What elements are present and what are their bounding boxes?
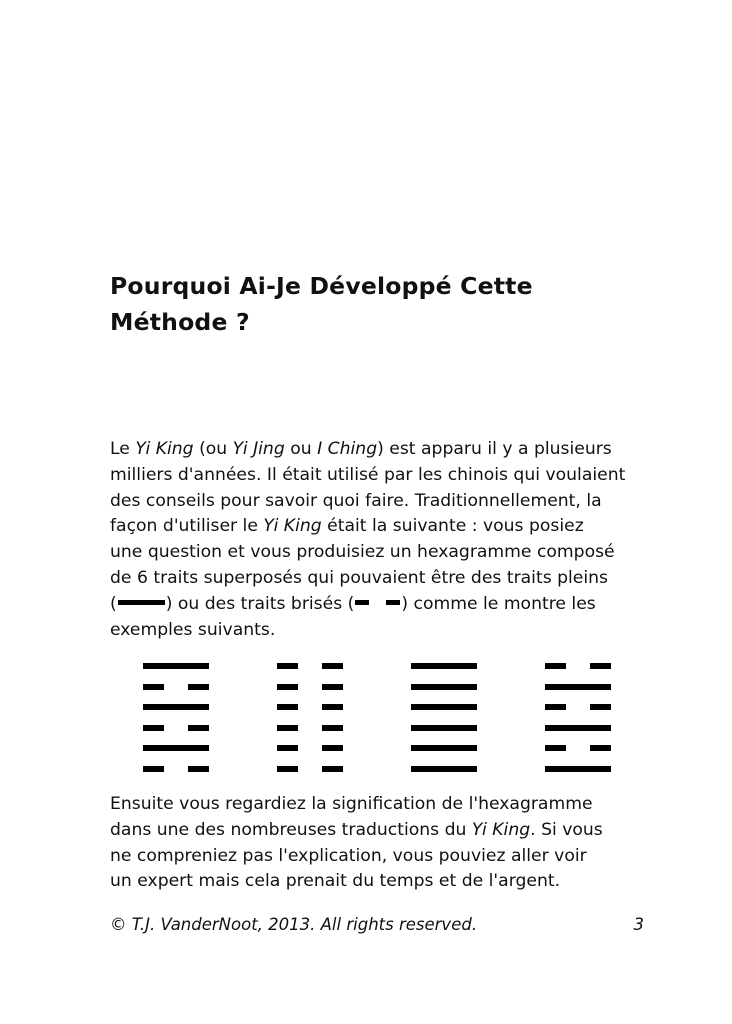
solid-line (411, 704, 477, 710)
text-line (110, 437, 650, 463)
line-segment (322, 766, 343, 772)
broken-line (545, 663, 611, 669)
solid-line (411, 745, 477, 751)
solid-line (143, 663, 209, 669)
line-segment (545, 766, 611, 772)
italic-term: Yi King (135, 439, 194, 459)
text-line: un expert mais cela prenait du temps et de l'argent. (110, 871, 561, 892)
line-segment (411, 766, 477, 772)
line-segment (322, 663, 343, 669)
line-segment (277, 725, 298, 731)
line-segment (277, 684, 298, 690)
line-segment (590, 745, 611, 751)
text-run: ) ou des traits brisés ( (165, 593, 355, 614)
text-line (110, 592, 650, 618)
line-segment (411, 663, 477, 669)
text-line: de 6 traits superposés qui pouvaient être des traits pleins (110, 567, 608, 588)
broken-line (545, 704, 611, 710)
italic-term: I Ching (317, 439, 378, 459)
text-run: ) comme le montre les (401, 593, 596, 614)
text-run: ) est apparu il y a plusieurs (377, 439, 612, 459)
line-segment (545, 745, 566, 751)
line-segment (411, 725, 477, 731)
text-line: Ensuite vous regardiez la signification de l'hexagramme (110, 794, 593, 814)
solid-line (411, 766, 477, 772)
line-segment (143, 725, 164, 731)
broken-line (277, 766, 343, 772)
page-footer (110, 913, 644, 937)
line-segment (277, 663, 298, 669)
text-run: était la suivante : vous posiez (321, 516, 584, 537)
line-segment (545, 684, 611, 690)
line-segment (143, 684, 164, 690)
hexagram-examples (0, 660, 732, 775)
broken-line (277, 663, 343, 669)
solid-line (143, 704, 209, 710)
line-segment (188, 684, 209, 690)
text-run: dans une des nombreuses traductions du (110, 819, 472, 840)
line-segment (143, 663, 209, 669)
line-segment (277, 745, 298, 751)
italic-term: Yi King (471, 819, 531, 840)
broken-line (277, 704, 343, 710)
solid-line (545, 766, 611, 772)
line-segment (143, 704, 209, 710)
text-line: une question et vous produisiez un hexagramme composé (110, 542, 615, 563)
broken-line-symbol-right (386, 600, 400, 605)
line-segment (545, 725, 611, 731)
line-segment (590, 663, 611, 669)
solid-line (411, 663, 477, 669)
text-run: Le (110, 439, 136, 459)
broken-line (277, 745, 343, 751)
page-title: Pourquoi Ai-Je Développé Cette Méthode ? (110, 272, 533, 336)
italic-term: Yi Jing (232, 439, 285, 459)
hexagram-1 (143, 660, 209, 775)
solid-line-symbol (118, 600, 165, 605)
text-line: ne compreniez pas l'explication, vous pouviez aller voir (110, 845, 587, 866)
line-segment (590, 704, 611, 710)
copyright-notice: © T.J. VanderNoot, 2013. All rights reserved. (110, 915, 478, 934)
text-line (110, 818, 650, 844)
broken-line (143, 684, 209, 690)
text-line: exemples suivants. (110, 619, 276, 640)
line-segment (411, 704, 477, 710)
broken-line (277, 725, 343, 731)
text-run: . Si vous (530, 819, 603, 840)
broken-line (277, 684, 343, 690)
text-run: façon d'utiliser le (110, 516, 264, 537)
line-segment (188, 725, 209, 731)
page-number: 3 (633, 915, 644, 934)
line-segment (411, 745, 477, 751)
line-segment (277, 766, 298, 772)
paragraph-followup (110, 792, 650, 895)
text-run: ( (110, 593, 117, 614)
line-segment (277, 704, 298, 710)
line-segment (143, 745, 209, 751)
line-segment (322, 704, 343, 710)
hexagram-3 (411, 660, 477, 775)
solid-line (411, 725, 477, 731)
broken-line (143, 766, 209, 772)
line-segment (322, 725, 343, 731)
hexagram-4 (545, 660, 611, 775)
line-segment (411, 684, 477, 690)
line-segment (322, 745, 343, 751)
text-line: milliers d'années. Il était utilisé par les chinois qui voulaient (110, 464, 626, 485)
text-line (110, 514, 650, 540)
broken-line (545, 745, 611, 751)
italic-term: Yi King (263, 516, 322, 537)
solid-line (143, 745, 209, 751)
text-line: des conseils pour savoir quoi faire. Traditionnellement, la (110, 490, 602, 511)
text-run: ou (284, 439, 318, 459)
hexagram-2 (277, 660, 343, 775)
line-segment (143, 766, 164, 772)
line-segment (545, 704, 566, 710)
text-run: (ou (193, 439, 233, 459)
line-segment (322, 684, 343, 690)
broken-line-symbol-left (355, 600, 369, 605)
line-segment (545, 663, 566, 669)
broken-line (143, 725, 209, 731)
solid-line (411, 684, 477, 690)
solid-line (545, 725, 611, 731)
line-segment (188, 766, 209, 772)
paragraph-intro (110, 437, 650, 643)
solid-line (545, 684, 611, 690)
